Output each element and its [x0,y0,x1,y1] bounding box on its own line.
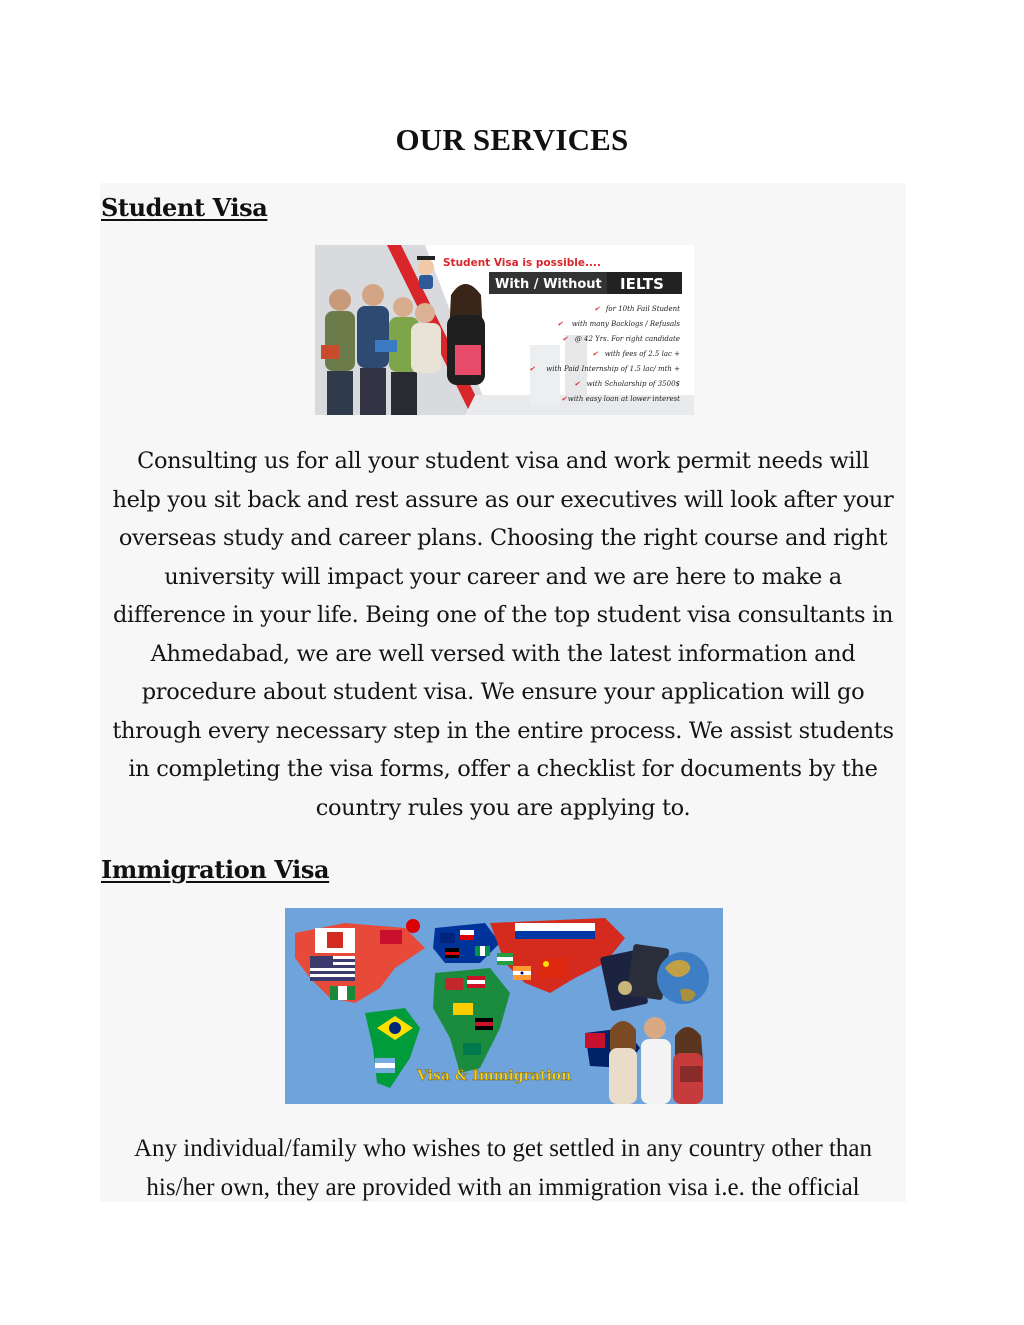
paragraph-line: difference in your life. Being one of the top student visa consultants in [112,602,893,628]
banner-check-icon: ✔ [562,335,568,343]
banner-ielts: IELTS [620,275,664,293]
immigration-visa-paragraph [100,1130,906,1202]
paragraph-line: overseas study and career plans. Choosing the right course and right [118,525,888,551]
paragraph-line: through every necessary step in the entire process. We assist students [112,717,894,744]
globe-icon [657,952,709,1004]
section-heading-immigration-visa: Immigration Visa [101,855,330,884]
section-heading-student-visa: Student Visa [101,193,268,222]
paragraph-line: in completing the visa forms, offer a checklist for documents by the [128,756,878,782]
people-figure [609,1017,703,1104]
banner-check-icon: ✔ [574,380,580,388]
banner-bullet: with fees of 2.5 lac + [604,350,680,358]
banner-bullet: with many Backlogs / Refusals [571,320,680,328]
paragraph-line: Ahmedabad, we are well versed with the latest information and [150,640,856,667]
banner-check-icon: ✔ [561,395,567,403]
student-visa-paragraph [100,442,906,827]
banner-bullet: with easy loan at lower interest [567,395,680,403]
paragraph-line: his/her own, they are provided with an immigration visa i.e. the official [146,1173,860,1201]
map-caption: Visa & Immigration [417,1068,572,1084]
banner-headline: Student Visa is possible.... [443,257,601,269]
banner-check-icon: ✔ [557,320,563,328]
banner-bullet: with Paid Internship of 1.5 lac/ mth + [546,365,680,373]
student-visa-banner-image [315,245,694,415]
banner-bullet: @ 42 Yrs. For right candidate [574,335,680,343]
immigration-map-banner-image [285,908,723,1104]
paragraph-line: country rules you are applying to. [315,794,691,821]
paragraph-line: university will impact your career and we are here to make a [164,563,842,590]
banner-check-icon: ✔ [592,350,598,358]
services-content [100,183,906,1202]
banner-bullet: with Scholarship of 3500$ [586,380,680,388]
banner-with-without: With / Without [495,277,602,292]
banner-check-icon: ✔ [529,365,535,373]
page-title: OUR SERVICES [395,122,629,157]
banner-check-icon: ✔ [594,305,600,313]
paragraph-line: procedure about student visa. We ensure your application will go [141,679,865,705]
paragraph-line: help you sit back and rest assure as our executives will look after your [112,486,894,513]
paragraph-line: Consulting us for all your student visa and work permit needs will [137,448,869,474]
paragraph-line: Any individual/family who wishes to get settled in any country other than [133,1135,873,1162]
banner-bullet: for 10th Fail Student [605,305,680,313]
